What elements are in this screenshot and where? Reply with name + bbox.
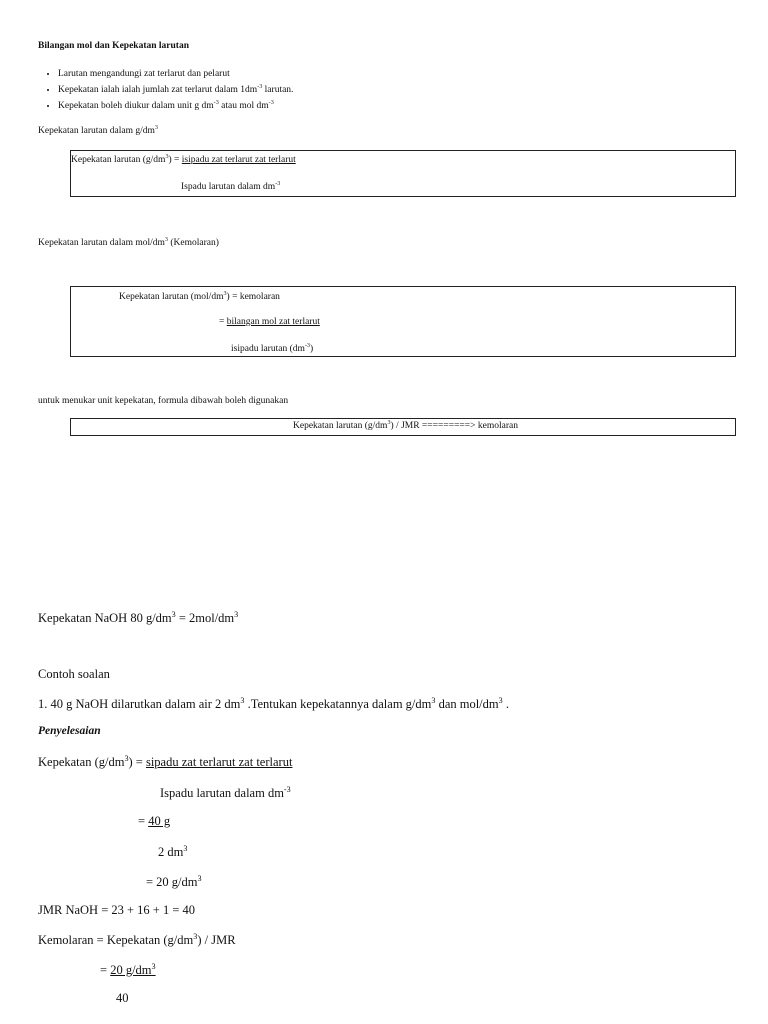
list-item: • Kepekatan ialah ialah jumlah zat terlarut dalam $1dm^{-3}$ larutan.: [58, 82, 293, 98]
solution-label: Penyelesaian: [38, 725, 101, 737]
formula-box-conversion: [70, 418, 736, 436]
section2-title: Kepekatan larutan dalam mol/$dm^3$ (Kemolaran): [38, 236, 219, 248]
solution-step2-denominator: 2 $dm^3$: [158, 843, 188, 859]
page-title: Bilangan mol dan Kepekatan larutan: [38, 41, 189, 51]
solution-step1-denominator: Ispadu larutan dalam $dm^{-3}$: [160, 784, 291, 800]
kemolaran-denominator: 40: [116, 991, 129, 1005]
list-item: • Kepekatan boleh diukur dalam unit g $dm^{-3}$ atau mol $dm^{-3}$: [58, 98, 293, 114]
solution-result: = 20 $g/dm^3$: [146, 873, 202, 889]
conversion-formula: Kepekatan larutan $(g/dm^3)$ / JMR =========> kemolaran: [293, 419, 518, 431]
jmr-line: JMR NaOH = 23 + 16 + 1 = 40: [38, 903, 196, 917]
formula-box-gdm3: [70, 150, 736, 197]
question-text: 1. 40 g NaOH dilarutkan dalam air 2 $dm^3$ .Tentukan kepekatannya dalam $g/dm^3$ dan mol/$dm^3$ .: [38, 695, 509, 711]
formula-lhs: Kepekatan larutan $(g/dm^3)$ = isipadu zat terlarut zat terlarut: [71, 153, 296, 165]
kemolaran-line: Kemolaran = Kepekatan $(g/dm^3)$ / JMR: [38, 931, 236, 947]
formula-line2: = bilangan mol zat terlarut: [219, 317, 320, 327]
intro-bullet-list: [38, 66, 293, 114]
solution-step2: = 40 g: [138, 814, 171, 828]
solution-step1: Kepekatan $(g/dm^3)$ = sipadu zat terlarut zat terlarut: [38, 753, 293, 769]
formula-line3: isipadu larutan $(dm^{-3})$: [231, 342, 314, 354]
naoh-concentration-line: Kepekatan NaOH 80 $g/dm^3 = 2mol/dm^3$: [38, 609, 239, 625]
formula-denominator: Ispadu larutan dalam $dm^{-3}$: [181, 180, 281, 192]
list-item: • Larutan mengandungi zat terlarut dan pelarut: [58, 66, 293, 82]
section3-title: untuk menukar unit kepekatan, formula dibawah boleh digunakan: [38, 396, 289, 406]
section1-title: Kepekatan larutan dalam $g/dm^3$: [38, 124, 158, 136]
formula-box-kemolaran: [70, 286, 736, 357]
kemolaran-step: = 20 $g/dm^3$: [100, 961, 156, 977]
example-title: Contoh soalan: [38, 667, 110, 681]
formula-line1: Kepekatan larutan $(mol/dm^3)$ = kemolaran: [119, 290, 280, 302]
